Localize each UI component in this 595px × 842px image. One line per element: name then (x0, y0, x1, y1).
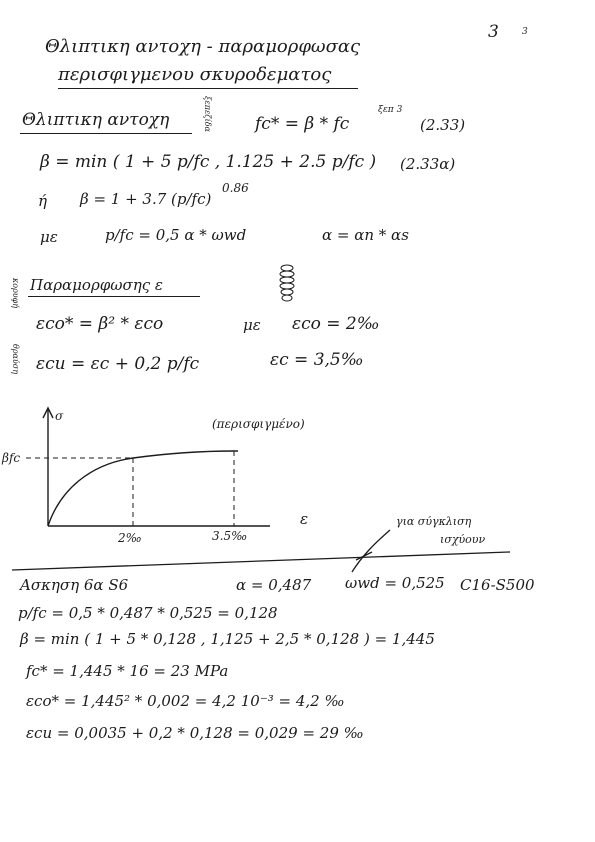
beta-formula-ref: (2.33α) (400, 155, 456, 173)
graph-note-line-2: ισχύουν (440, 533, 486, 546)
graph-curve-label: (περισφιγμένο) (212, 417, 305, 431)
eco-formula: εco* = β² * εco (36, 314, 164, 334)
exercise-omega: ωwd = 0,525 (345, 574, 445, 592)
strain-heading: Παραμορφωσης ε (30, 276, 163, 294)
strain-side-note-2: θραύση (11, 344, 20, 375)
strain-heading-underline (28, 296, 200, 297)
exercise-line-1: p/fc = 0,5 * 0,487 * 0,525 = 0,128 (18, 604, 278, 622)
graph-y-label: σ (55, 409, 64, 423)
strength-formula-ref: (2.33) (420, 116, 466, 134)
title-underline (58, 88, 358, 89)
exercise-line-5: εcu = 0,0035 + 0,2 * 0,128 = 0,029 = 29 ‰ (26, 724, 364, 742)
graph-y-tick-label: βfc (2, 451, 21, 465)
ecu-value: εc = 3,5‰ (270, 350, 364, 370)
graph-x-tick-1: 2‰ (118, 531, 142, 545)
strain-side-note-1: κορυφή (11, 278, 20, 309)
strength-side-note: ξεπεζίδα (203, 96, 212, 132)
exercise-heading: Ασκηση 6α S6 (20, 576, 129, 594)
exercise-materials: C16-S500 (460, 576, 535, 594)
strength-heading: Θλιπτικη αντοχη (22, 110, 170, 130)
exercise-line-4: εco* = 1,445² * 0,002 = 4,2 10⁻³ = 4,2 ‰ (26, 692, 345, 710)
with-label-1: με (40, 228, 58, 246)
pressure-formula: p/fc = 0,5 α * ωwd (105, 226, 247, 244)
ecu-formula: εcu = εc + 0,2 p/fc (36, 354, 200, 374)
beta-formula: β = min ( 1 + 5 p/fc , 1.125 + 2.5 p/fc ) (40, 152, 377, 172)
with-label-2: με (243, 316, 261, 334)
alpha-formula: α = αn * αs (322, 226, 409, 244)
alt-beta-exponent: 0.86 (222, 181, 249, 195)
page-title-line-1: Θλιπτικη αντοχη - παραμορφωσας (45, 36, 361, 57)
page-number: 3 (488, 22, 499, 42)
alt-beta-formula: β = 1 + 3.7 (p/fc) (80, 190, 212, 208)
page-title-line-2: περισφιγμενου σκυροδεματος (58, 64, 332, 85)
exercise-alpha: α = 0,487 (236, 576, 312, 594)
graph-x-tick-2: 3.5‰ (212, 529, 248, 543)
strength-formula-superscript: ξεπ 3 (378, 105, 403, 115)
exercise-line-2: β = min ( 1 + 5 * 0,128 , 1,125 + 2,5 * 0,128 ) = 1,445 (20, 630, 435, 648)
section-separator (0, 500, 595, 580)
strength-heading-underline (20, 133, 192, 134)
page-number-small: 3 (522, 27, 528, 37)
exercise-line-3: fc* = 1,445 * 16 = 23 MPa (26, 662, 229, 680)
spiral-doodle-icon (276, 262, 298, 306)
graph-x-label: ε (300, 510, 309, 528)
graph-note-line-1: για σύγκλιση (396, 515, 472, 528)
alt-label: ή (38, 192, 47, 210)
eco-value: εco = 2‰ (292, 314, 380, 334)
strength-formula: fc* = β * fc (255, 114, 350, 134)
